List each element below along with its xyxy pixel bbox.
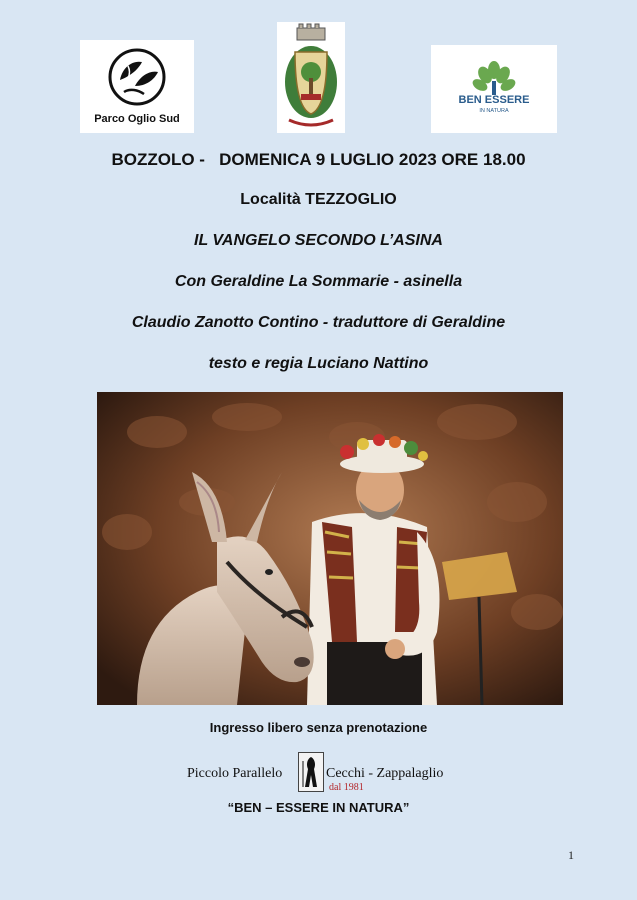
in-natura-text: IN NATURA	[479, 108, 509, 114]
ben-essere-text: BEN ESSERE	[458, 94, 530, 106]
performance-photo	[97, 392, 563, 705]
parco-oglio-sud-logo	[80, 40, 194, 133]
coat-of-arms-icon	[277, 22, 345, 133]
ben-essere-logo	[431, 45, 557, 133]
motto: “BEN – ESSERE IN NATURA”	[227, 800, 410, 815]
event-location: Località TEZZOGLIO	[240, 191, 397, 208]
company-name-right: Cecchi - Zappalaglio	[326, 766, 444, 781]
event-cast-1: Con Geraldine La Sommarie - asinella	[174, 273, 463, 290]
event-cast-2: Claudio Zanotto Contino - traduttore di Geraldine	[131, 314, 506, 331]
entry-info: Ingresso libero senza prenotazione	[209, 720, 428, 735]
company-signature	[187, 752, 467, 796]
company-since: dal 1981	[329, 782, 364, 793]
coat-of-arms-logo	[277, 22, 345, 133]
event-date-line: BOZZOLO - DOMENICA 9 LUGLIO 2023 ORE 18.00	[111, 150, 526, 169]
tree-icon	[431, 45, 557, 133]
performance-illustration	[97, 392, 563, 705]
event-title: IL VANGELO SECONDO L’ASINA	[194, 232, 443, 249]
company-name-left: Piccolo Parallelo	[187, 766, 283, 781]
event-credits: testo e regia Luciano Nattino	[208, 355, 429, 372]
company-emblem-icon	[298, 752, 324, 792]
parco-label: Parco Oglio Sud	[94, 113, 180, 125]
page-number: 1	[568, 848, 574, 862]
